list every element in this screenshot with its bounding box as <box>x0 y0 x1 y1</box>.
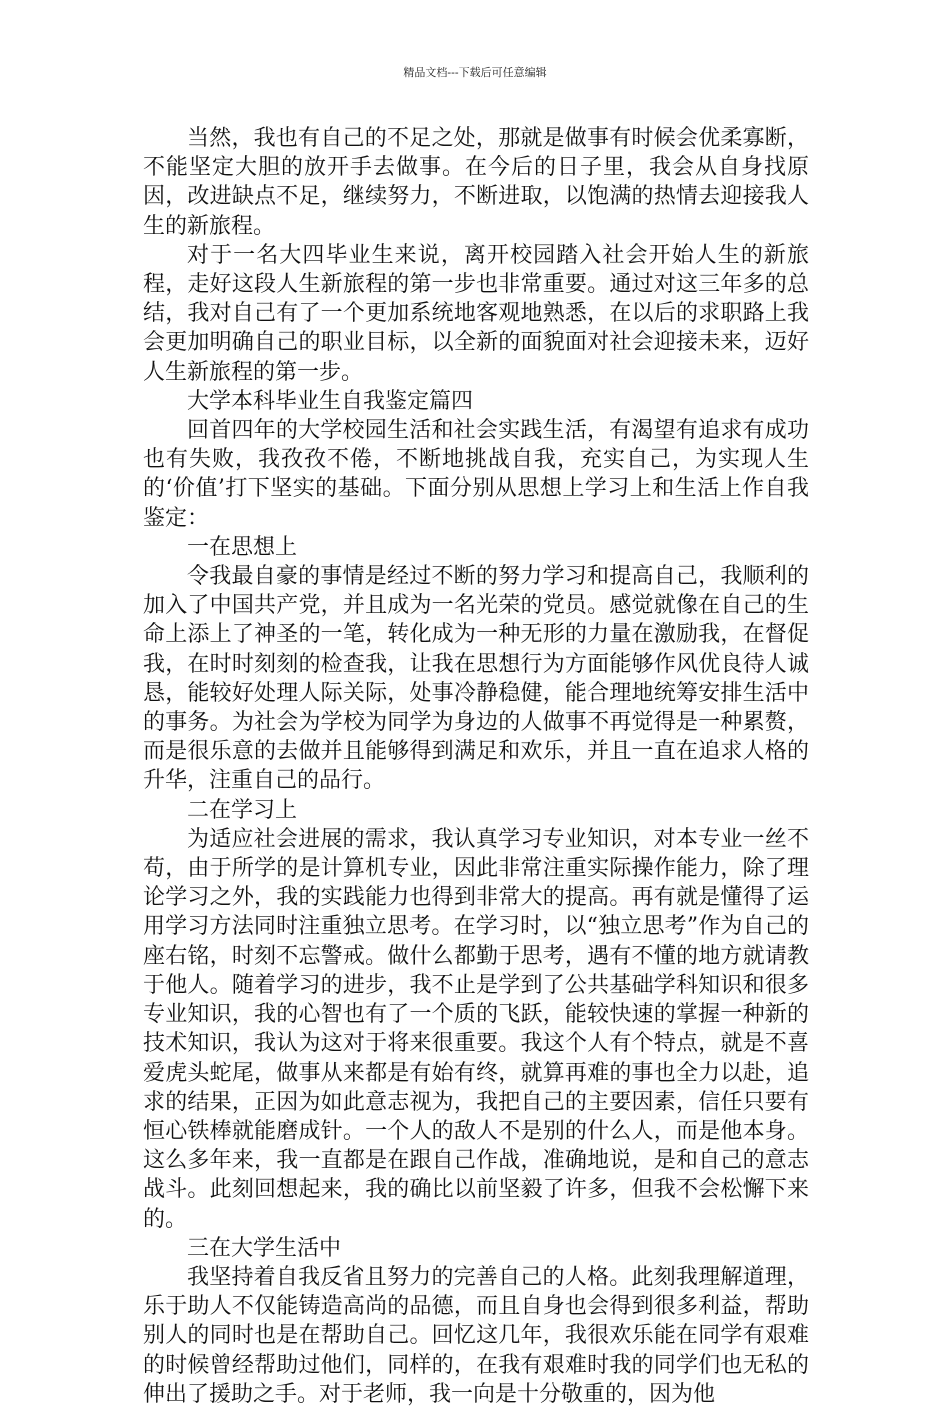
paragraph: 我坚持着自我反省且努力的完善自己的人格。此刻我理解道理，乐于助人不仅能铸造高尚的品德，而且自身也会得到很多利益，帮助别人的同时也是在帮助自己。回忆这几年，我很欢乐能在同学有艰难的时候曾经帮助过他们，同样的，在我有艰难时我的同学们也无私的伸出了援助之手。对于老师，我一向是十分敬重的，因为他 <box>143 1264 809 1407</box>
section-heading: 三在大学生活中 <box>187 1235 342 1261</box>
section-heading: 大学本科毕业生自我鉴定篇四 <box>187 388 474 414</box>
paragraph: 当然，我也有自己的不足之处，那就是做事有时候会优柔寡断，不能坚定大胆的放开手去做事。在今后的日子里，我会从自身找原因，改进缺点不足，继续努力，不断进取，以饱满的热情去迎接我人生的新旅程。 <box>143 126 809 239</box>
section-heading: 二在学习上 <box>187 797 298 823</box>
paragraph: 令我最自豪的事情是经过不断的努力学习和提高自己，我顺利的加入了中国共产党，并且成为一名光荣的党员。感觉就像在自己的生命上添上了神圣的一笔，转化成为一种无形的力量在激励我，在督促我，在时时刻刻的检查我，让我在思想行为方面能够作风优良待人诚恳，能较好处理人际关际，处事冷静稳健，能合理地统筹安排生活中的事务。为社会为学校为同学为身边的人做事不再觉得是一种累赘，而是很乐意的去做并且能够得到满足和欢乐，并且一直在追求人格的升华，注重自己的品行。 <box>143 564 809 794</box>
paragraph: 回首四年的大学校园生活和社会实践生活，有渴望有追求有成功也有失败，我孜孜不倦，不断地挑战自我，充实自己，为实现人生的‘价值’打下坚实的基础。下面分别从思想上学习上和生活上作自我鉴定： <box>143 418 809 531</box>
section-heading: 一在思想上 <box>187 534 298 560</box>
document-body <box>143 124 809 1409</box>
page-header: 精品文档---下载后可任意编辑 <box>403 66 547 79</box>
paragraph: 对于一名大四毕业生来说，离开校园踏入社会开始人生的新旅程，走好这段人生新旅程的第一步也非常重要。通过对这三年多的总结，我对自己有了一个更加系统地客观地熟悉，在以后的求职路上我会更加明确自己的职业目标，以全新的面貌面对社会迎接未来，迈好人生新旅程的第一步。 <box>143 242 809 385</box>
paragraph: 为适应社会进展的需求，我认真学习专业知识，对本专业一丝不苟，由于所学的是计算机专业，因此非常注重实际操作能力，除了理论学习之外，我的实践能力也得到非常大的提高。再有就是懂得了运用学习方法同时注重独立思考。在学习时，以“独立思考”作为自己的座右铭，时刻不忘警戒。做什么都勤于思考，遇有不懂的地方就请教于他人。随着学习的进步，我不止是学到了公共基础学科知识和很多专业知识，我的心智也有了一个质的飞跃，能较快速的掌握一种新的技术知识，我认为这对于将来很重要。我这个人有个特点，就是不喜爱虎头蛇尾，做事从来都是有始有终，就算再难的事也全力以赴，追求的结果，正因为如此意志视为，我把自己的主要因素，信任只要有恒心铁棒就能磨成针。一个人的敌人不是别的什么人，而是他本身。这么多年来，我一直都是在跟自己作战，准确地说，是和自己的意志战斗。此刻回想起来，我的确比以前坚毅了许多，但我不会松懈下来的。 <box>143 826 809 1232</box>
